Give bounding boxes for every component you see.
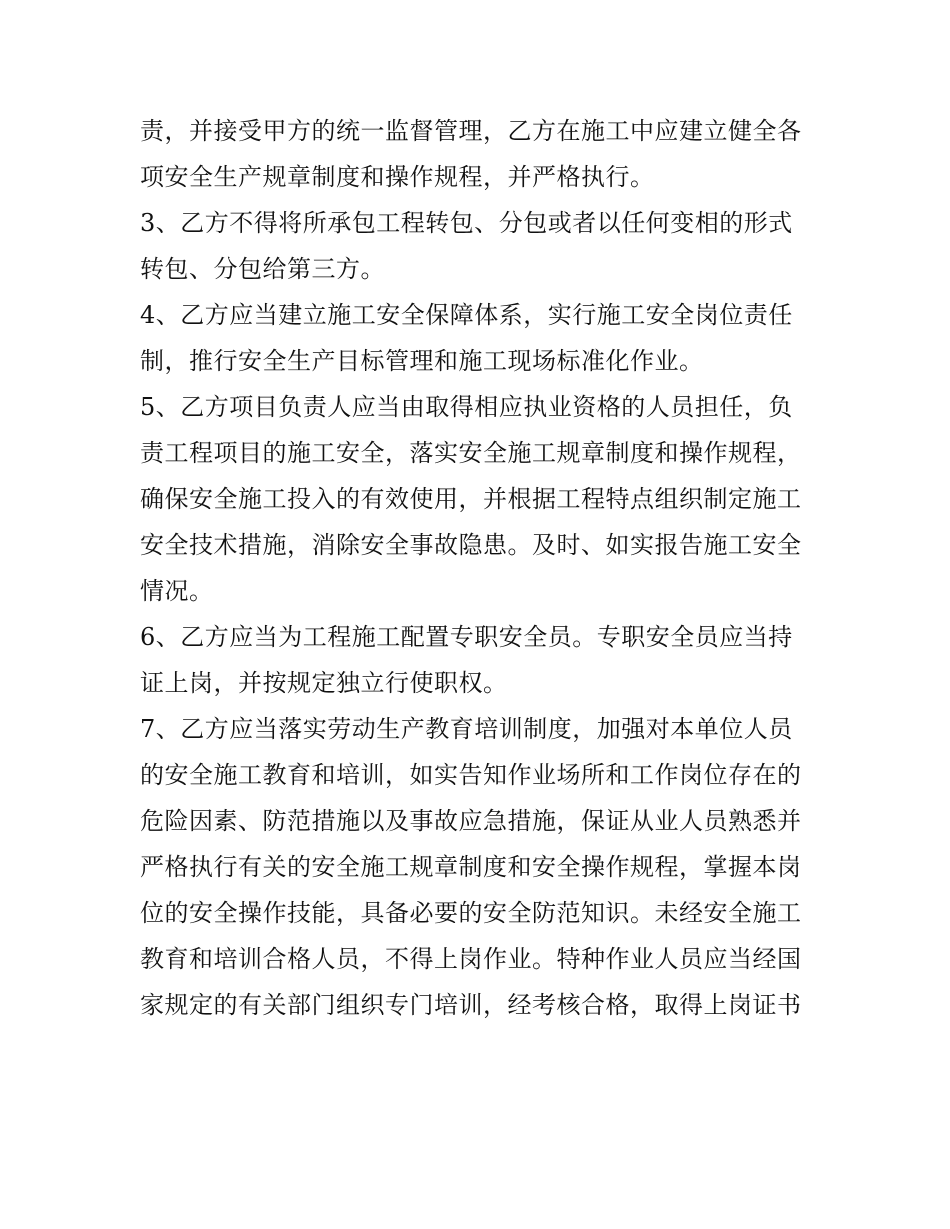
text-line: 责，并接受甲方的统一监督管理，乙方在施工中应建立健全各: [140, 117, 802, 145]
text-line: 情况。: [140, 577, 214, 605]
text-line: 家规定的有关部门组织专门培训，经考核合格，取得上岗证书: [140, 991, 802, 1019]
text-line: 证上岗，并按规定独立行使职权。: [140, 669, 508, 697]
text-line: 转包、分包给第三方。: [140, 255, 385, 283]
text-line: 的安全施工教育和培训，如实告知作业场所和工作岗位存在的: [140, 761, 802, 789]
text-line: 6、乙方应当为工程施工配置专职安全员。专职安全员应当持: [140, 623, 793, 651]
text-line: 位的安全操作技能，具备必要的安全防范知识。未经安全施工: [140, 899, 802, 927]
text-line: 确保安全施工投入的有效使用，并根据工程特点组织制定施工: [140, 485, 802, 513]
text-line: 制，推行安全生产目标管理和施工现场标准化作业。: [140, 347, 704, 375]
text-line: 危险因素、防范措施以及事故应急措施，保证从业人员熟悉并: [140, 807, 802, 835]
text-line: 5、乙方项目负责人应当由取得相应执业资格的人员担任，负: [140, 393, 793, 421]
document-body: [140, 108, 812, 1028]
text-line: 教育和培训合格人员，不得上岗作业。特种作业人员应当经国: [140, 945, 802, 973]
text-line: 责工程项目的施工安全，落实安全施工规章制度和操作规程，: [140, 439, 802, 467]
text-line: 严格执行有关的安全施工规章制度和安全操作规程，掌握本岗: [140, 853, 802, 881]
text-line: 7、乙方应当落实劳动生产教育培训制度，加强对本单位人员: [140, 715, 793, 743]
text-line: 项安全生产规章制度和操作规程，并严格执行。: [140, 163, 655, 191]
text-line: 3、乙方不得将所承包工程转包、分包或者以任何变相的形式: [140, 209, 793, 237]
text-line: 4、乙方应当建立施工安全保障体系，实行施工安全岗位责任: [140, 301, 793, 329]
text-line: 安全技术措施，消除安全事故隐患。及时、如实报告施工安全: [140, 531, 802, 559]
